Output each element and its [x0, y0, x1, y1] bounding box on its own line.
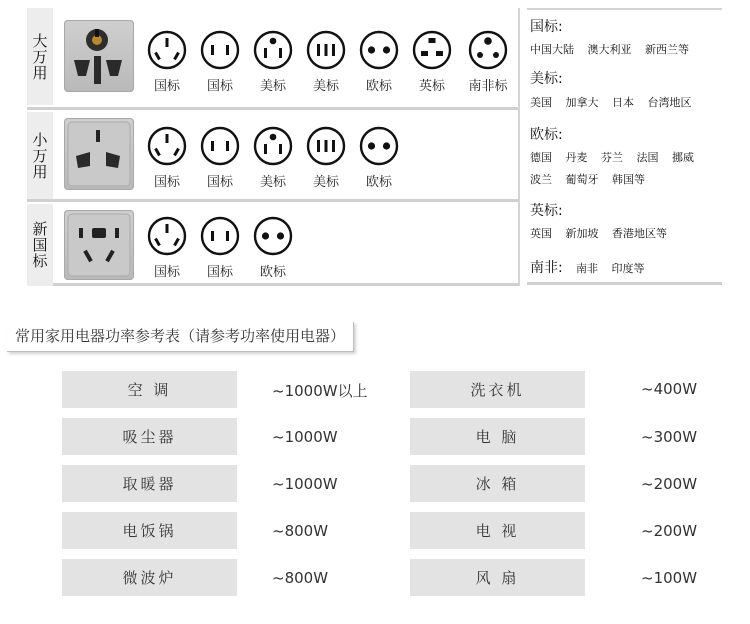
legend-gb-regions: 中国大陆 澳大利亚 新西兰等 — [530, 43, 689, 56]
appliance-power: ~100W — [641, 569, 698, 587]
legend-gb-title: 国标: — [530, 19, 563, 35]
appliance-name: 电饭锅 — [62, 512, 237, 549]
appliance-name: 电 脑 — [410, 418, 585, 455]
appliance-power: ~800W — [272, 569, 329, 587]
appliance-power: ~1000W以上 — [272, 382, 368, 400]
legend-uk-regions: 英国 新加坡 香港地区等 — [530, 227, 667, 240]
appliance-power: ~300W — [641, 428, 698, 446]
plug-us2-icon: 美标 — [301, 124, 351, 190]
appliance-name: 空 调 — [62, 371, 237, 408]
plug-cn2-icon: 国标 — [195, 124, 245, 190]
plug-uk-icon: 英标 — [407, 28, 457, 94]
legend-eu-regions-1: 德国 丹麦 芬兰 法国 挪威 — [530, 151, 694, 164]
socket-compatibility-panel — [27, 8, 722, 286]
plug-eu-icon: 欧标 — [354, 124, 404, 190]
row-label: 新国标 — [27, 204, 53, 286]
power-table-title: 常用家用电器功率参考表（请参考功率使用电器） — [7, 322, 354, 352]
appliance-name: 取暖器 — [62, 465, 237, 502]
row-new-national — [27, 204, 518, 286]
row-divider — [27, 199, 518, 202]
appliance-name: 电 视 — [410, 512, 585, 549]
appliance-name: 微波炉 — [62, 559, 237, 596]
appliance-name: 洗衣机 — [410, 371, 585, 408]
appliance-power: ~200W — [641, 522, 698, 540]
plug-cn2-icon: 国标 — [195, 28, 245, 94]
plug-eu-icon: 欧标 — [354, 28, 404, 94]
legend-uk-title: 英标: — [530, 203, 563, 219]
appliance-name: 风 扇 — [410, 559, 585, 596]
appliance-name: 吸尘器 — [62, 418, 237, 455]
plug-us2-icon: 美标 — [301, 28, 351, 94]
appliance-power: ~1000W — [272, 428, 338, 446]
plug-cn3-icon: 国标 — [142, 214, 192, 280]
appliance-power: ~1000W — [272, 475, 338, 493]
legend-sa-title: 南非: — [530, 260, 563, 276]
legend-us-title: 美标: — [530, 71, 563, 87]
row-universal-small — [27, 112, 518, 199]
plug-us3-icon: 美标 — [248, 124, 298, 190]
plug-us3-icon: 美标 — [248, 28, 298, 94]
new-national-socket-photo — [64, 210, 134, 280]
appliance-power: ~200W — [641, 475, 698, 493]
legend-sa-regions: 南非 印度等 — [576, 262, 645, 275]
socket-table — [27, 8, 520, 286]
row-universal-large — [27, 8, 518, 105]
universal-large-socket-photo — [64, 20, 134, 92]
row-label: 小万用 — [27, 112, 53, 199]
legend-eu-title: 欧标: — [530, 127, 563, 143]
row-divider — [27, 107, 518, 110]
legend-eu-regions-2: 波兰 葡萄牙 韩国等 — [530, 173, 645, 186]
plug-sa-icon: 南非标 — [460, 28, 516, 94]
row-label: 大万用 — [27, 8, 53, 105]
universal-small-socket-photo — [64, 118, 134, 190]
plug-cn3-icon: 国标 — [142, 28, 192, 94]
legend-us-regions: 美国 加拿大 日本 台湾地区 — [530, 96, 692, 109]
standards-legend — [530, 8, 722, 286]
plug-cn2-icon: 国标 — [195, 214, 245, 280]
appliance-name: 冰 箱 — [410, 465, 585, 502]
appliance-power: ~400W — [641, 380, 698, 398]
appliance-power: ~800W — [272, 522, 329, 540]
plug-cn3-icon: 国标 — [142, 124, 192, 190]
plug-eu-icon: 欧标 — [248, 214, 298, 280]
